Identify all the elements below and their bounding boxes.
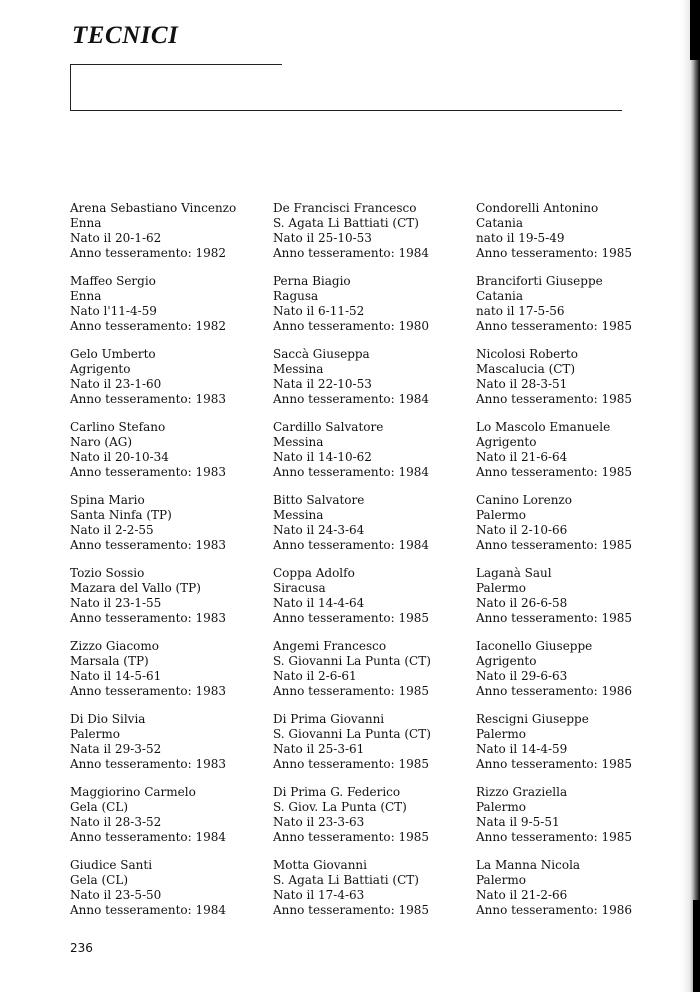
technician-name: Condorelli Antonino [476, 201, 599, 215]
technician-place: Palermo [476, 727, 526, 741]
technician-entry [476, 785, 676, 845]
technician-entry [476, 420, 676, 480]
technician-entry [273, 639, 473, 699]
technician-entry [273, 493, 473, 553]
technician-registration-year: Anno tesseramento: 1985 [476, 757, 633, 771]
header-box-top-rule [70, 64, 282, 65]
technician-entry [273, 274, 473, 334]
technician-place: Messina [273, 435, 324, 449]
technician-entry [70, 420, 270, 480]
technician-birth-date: Nato il 29-6-63 [476, 669, 568, 683]
technician-entry [476, 201, 676, 261]
technician-entry [70, 712, 270, 772]
technician-birth-date: Nato il 17-4-63 [273, 888, 365, 902]
technician-birth-date: Nato il 21-2-66 [476, 888, 568, 902]
technician-place: Palermo [476, 581, 526, 595]
technician-entry [273, 785, 473, 845]
technician-registration-year: Anno tesseramento: 1985 [476, 392, 633, 406]
technician-registration-year: Anno tesseramento: 1980 [273, 319, 430, 333]
technician-entry [70, 347, 270, 407]
header-box-left-rule [70, 64, 71, 110]
technician-registration-year: Anno tesseramento: 1984 [273, 465, 430, 479]
technician-registration-year: Anno tesseramento: 1984 [70, 830, 227, 844]
technician-registration-year: Anno tesseramento: 1983 [70, 538, 227, 552]
technician-place: Mazara del Vallo (TP) [70, 581, 201, 595]
technician-entry [476, 858, 676, 918]
technician-name: De Francisci Francesco [273, 201, 417, 215]
technician-place: Siracusa [273, 581, 326, 595]
technician-name: Di Dio Silvia [70, 712, 146, 726]
technician-place: Mascalucia (CT) [476, 362, 576, 376]
technician-name: Saccà Giuseppa [273, 347, 370, 361]
technician-name: Giudice Santi [70, 858, 153, 872]
technician-birth-date: Nato il 23-1-60 [70, 377, 162, 391]
technician-registration-year: Anno tesseramento: 1982 [70, 319, 227, 333]
technician-registration-year: Anno tesseramento: 1985 [476, 246, 633, 260]
technician-entry [476, 566, 676, 626]
technician-birth-date: Nato il 24-3-64 [273, 523, 365, 537]
technician-birth-date: Nato il 20-10-34 [70, 450, 169, 464]
technician-place: Agrigento [70, 362, 131, 376]
technician-entry [273, 347, 473, 407]
technician-birth-date: Nato il 2-2-55 [70, 523, 154, 537]
technician-birth-date: Nato l'11-4-59 [70, 304, 157, 318]
technician-name: Motta Giovanni [273, 858, 368, 872]
technician-birth-date: Nata il 9-5-51 [476, 815, 560, 829]
technician-birth-date: Nato il 23-3-63 [273, 815, 365, 829]
technician-birth-date: Nato il 14-4-64 [273, 596, 365, 610]
technician-entry [273, 201, 473, 261]
technician-birth-date: Nata il 29-3-52 [70, 742, 162, 756]
technician-birth-date: Nato il 20-1-62 [70, 231, 162, 245]
technician-place: Catania [476, 289, 524, 303]
technician-place: Palermo [476, 508, 526, 522]
technician-name: Gelo Umberto [70, 347, 156, 361]
technician-place: Naro (AG) [70, 435, 133, 449]
technician-registration-year: Anno tesseramento: 1985 [476, 465, 633, 479]
technician-birth-date: Nato il 26-6-58 [476, 596, 568, 610]
technician-place: Palermo [476, 873, 526, 887]
technician-registration-year: Anno tesseramento: 1983 [70, 757, 227, 771]
technician-name: Spina Mario [70, 493, 145, 507]
technician-birth-date: Nato il 14-4-59 [476, 742, 568, 756]
header-box-bottom-rule [70, 110, 622, 111]
technician-name: Iaconello Giuseppe [476, 639, 593, 653]
technician-place: Gela (CL) [70, 873, 129, 887]
technician-name: Perna Biagio [273, 274, 351, 288]
technician-registration-year: Anno tesseramento: 1983 [70, 392, 227, 406]
technician-birth-date: Nato il 2-10-66 [476, 523, 568, 537]
technician-registration-year: Anno tesseramento: 1984 [273, 246, 430, 260]
technician-entry [273, 420, 473, 480]
technician-registration-year: Anno tesseramento: 1985 [273, 903, 430, 917]
technician-registration-year: Anno tesseramento: 1984 [273, 538, 430, 552]
technician-name: Maggiorino Carmelo [70, 785, 196, 799]
technician-registration-year: Anno tesseramento: 1985 [476, 611, 633, 625]
technician-registration-year: Anno tesseramento: 1986 [476, 903, 633, 917]
technician-birth-date: Nato il 6-11-52 [273, 304, 365, 318]
technician-birth-date: Nato il 21-6-64 [476, 450, 568, 464]
technician-registration-year: Anno tesseramento: 1983 [70, 465, 227, 479]
technician-registration-year: Anno tesseramento: 1985 [476, 830, 633, 844]
technician-name: Tozio Sossio [70, 566, 145, 580]
technician-place: Marsala (TP) [70, 654, 149, 668]
technician-entry [273, 566, 473, 626]
technician-entry [70, 639, 270, 699]
technician-place: Catania [476, 216, 524, 230]
page-title: TECNICI [72, 22, 179, 49]
technician-place: S. Agata Li Battiati (CT) [273, 216, 419, 230]
technician-registration-year: Anno tesseramento: 1986 [476, 684, 633, 698]
technician-name: Carlino Stefano [70, 420, 166, 434]
technician-registration-year: Anno tesseramento: 1985 [476, 538, 633, 552]
technician-birth-date: Nato il 25-3-61 [273, 742, 365, 756]
technician-entry [476, 493, 676, 553]
technician-place: Palermo [70, 727, 120, 741]
technician-birth-date: Nato il 25-10-53 [273, 231, 372, 245]
technician-registration-year: Anno tesseramento: 1983 [70, 611, 227, 625]
technician-registration-year: Anno tesseramento: 1984 [70, 903, 227, 917]
technician-entry [476, 347, 676, 407]
technician-entry [70, 493, 270, 553]
technician-place: S. Giovanni La Punta (CT) [273, 727, 431, 741]
technician-name: Angemi Francesco [273, 639, 387, 653]
technician-entry [476, 639, 676, 699]
technician-name: Bitto Salvatore [273, 493, 365, 507]
technician-registration-year: Anno tesseramento: 1982 [70, 246, 227, 260]
technician-name: Laganà Saul [476, 566, 552, 580]
technician-birth-date: Nato il 2-6-61 [273, 669, 357, 683]
technician-place: Ragusa [273, 289, 319, 303]
technician-registration-year: Anno tesseramento: 1985 [476, 319, 633, 333]
technician-place: S. Giovanni La Punta (CT) [273, 654, 431, 668]
technician-name: Maffeo Sergio [70, 274, 156, 288]
technician-entry [70, 566, 270, 626]
technician-name: Di Prima G. Federico [273, 785, 401, 799]
technician-registration-year: Anno tesseramento: 1985 [273, 684, 430, 698]
technician-name: Di Prima Giovanni [273, 712, 385, 726]
technician-place: S. Giov. La Punta (CT) [273, 800, 407, 814]
technician-place: Messina [273, 508, 324, 522]
technician-birth-date: nato il 19-5-49 [476, 231, 565, 245]
technician-name: Nicolosi Roberto [476, 347, 578, 361]
technician-name: Coppa Adolfo [273, 566, 355, 580]
technician-birth-date: Nato il 23-1-55 [70, 596, 162, 610]
technician-name: Canino Lorenzo [476, 493, 572, 507]
technician-registration-year: Anno tesseramento: 1984 [273, 392, 430, 406]
technician-place: Agrigento [476, 654, 537, 668]
page-number: 236 [70, 941, 93, 955]
technician-entry [70, 274, 270, 334]
technician-place: Santa Ninfa (TP) [70, 508, 172, 522]
technician-birth-date: Nato il 23-5-50 [70, 888, 162, 902]
technician-name: La Manna Nicola [476, 858, 581, 872]
technician-entry [476, 712, 676, 772]
technician-place: Enna [70, 289, 102, 303]
technician-place: Agrigento [476, 435, 537, 449]
technician-place: Messina [273, 362, 324, 376]
technician-entry [273, 858, 473, 918]
technician-name: Arena Sebastiano Vincenzo [70, 201, 237, 215]
technician-entry [273, 712, 473, 772]
technician-registration-year: Anno tesseramento: 1985 [273, 611, 430, 625]
technician-registration-year: Anno tesseramento: 1985 [273, 757, 430, 771]
technician-birth-date: Nato il 14-10-62 [273, 450, 372, 464]
technician-entry [70, 785, 270, 845]
technician-entry [70, 858, 270, 918]
technician-name: Rescigni Giuseppe [476, 712, 589, 726]
technician-entry [476, 274, 676, 334]
technician-place: Palermo [476, 800, 526, 814]
technician-name: Branciforti Giuseppe [476, 274, 603, 288]
technician-birth-date: Nato il 28-3-52 [70, 815, 162, 829]
technician-birth-date: Nata il 22-10-53 [273, 377, 372, 391]
technician-birth-date: nato il 17-5-56 [476, 304, 565, 318]
technician-registration-year: Anno tesseramento: 1983 [70, 684, 227, 698]
technician-place: Gela (CL) [70, 800, 129, 814]
technician-birth-date: Nato il 14-5-61 [70, 669, 162, 683]
technician-birth-date: Nato il 28-3-51 [476, 377, 568, 391]
technician-place: Enna [70, 216, 102, 230]
technician-name: Lo Mascolo Emanuele [476, 420, 611, 434]
technician-registration-year: Anno tesseramento: 1985 [273, 830, 430, 844]
technician-place: S. Agata Li Battiati (CT) [273, 873, 419, 887]
technician-name: Zizzo Giacomo [70, 639, 159, 653]
technician-name: Cardillo Salvatore [273, 420, 384, 434]
technician-entry [70, 201, 270, 261]
technician-name: Rizzo Graziella [476, 785, 568, 799]
